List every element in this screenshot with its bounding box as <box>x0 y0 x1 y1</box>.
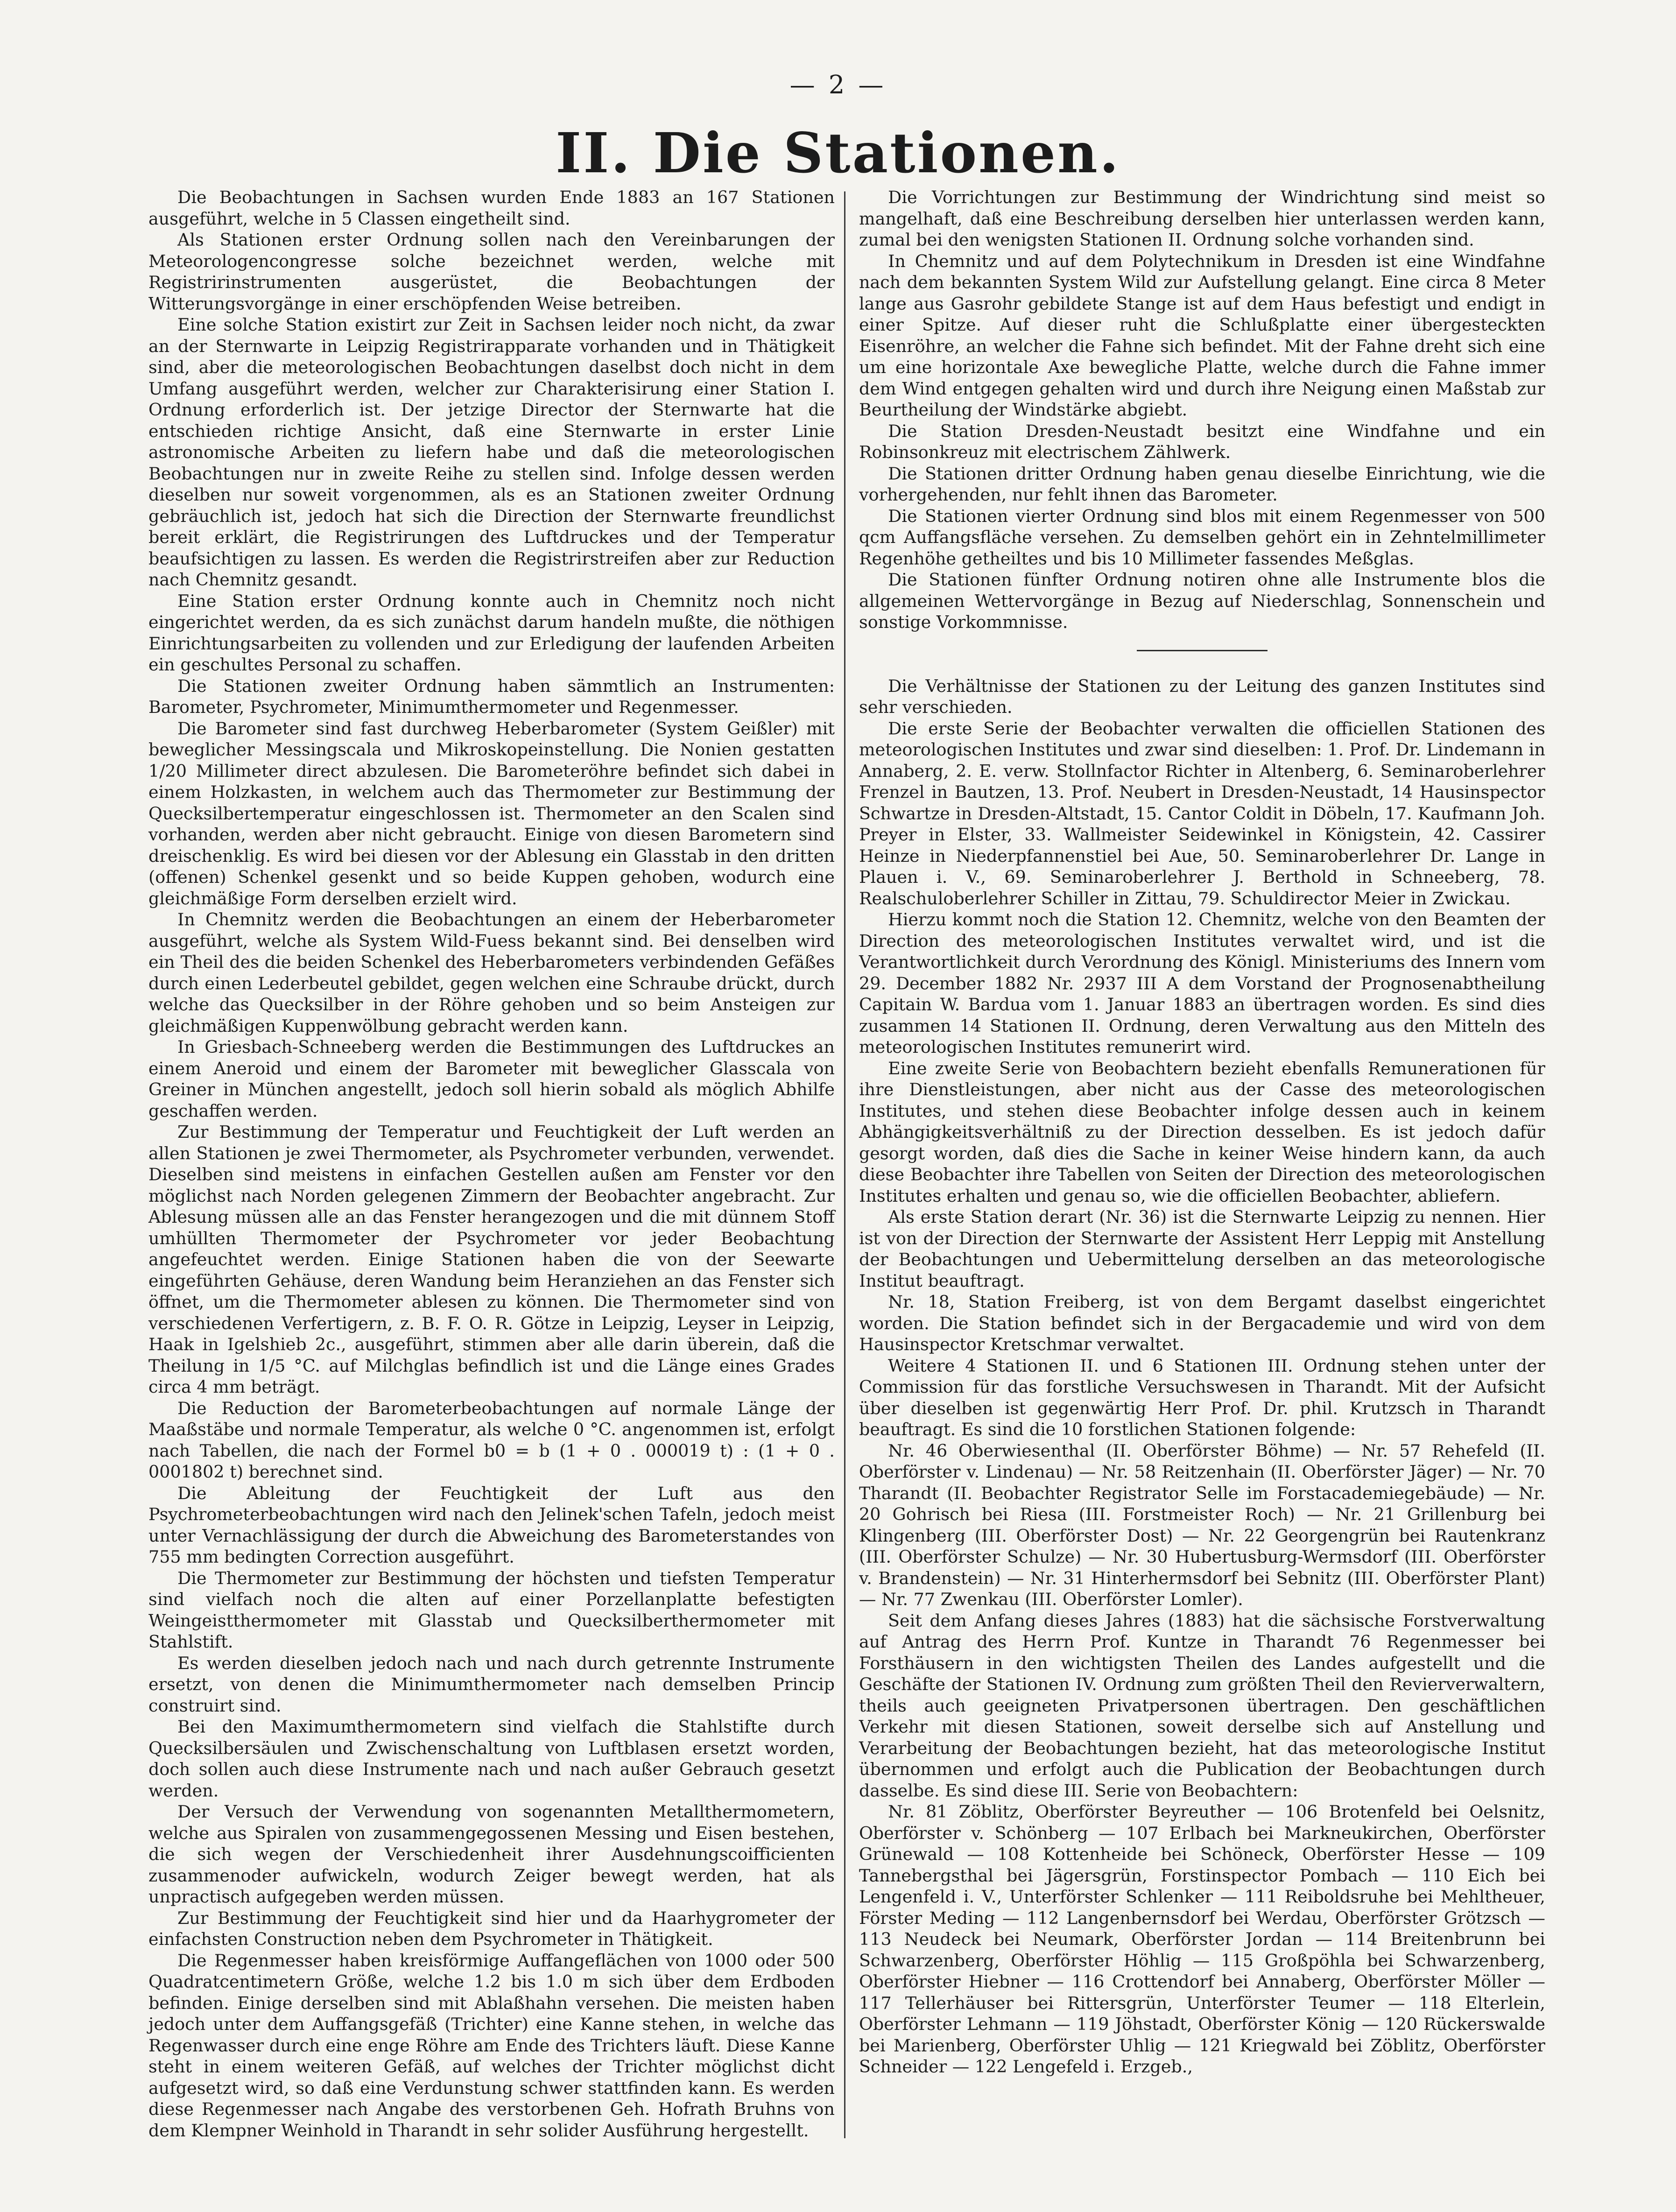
paragraph: In Griesbach-Schneeberg werden die Bestimmungen des Luftdruckes an einem Aneroid und einem der Barometer mit beweglicher Glasscala von Greiner in München angestellt, jedoch soll hierin sobald als möglich Abhilfe geschaffen werden. <box>148 1037 835 1121</box>
paragraph: Es werden dieselben jedoch nach und nach durch getrennte Instrumente ersetzt, von denen die Minimumthermometer nach demselben Princip construirt sind. <box>148 1653 835 1716</box>
paragraph: Die Barometer sind fast durchweg Heberbarometer (System Geißler) mit beweglicher Messingscala und Mikroskopeinstellung. Die Nonien gestatten 1/20 Millimeter direct abzulesen. Die Barometeröhre befindet sich dabei in einem Holzkasten, in welchem auch das Thermometer zur Bestimmung der Quecksilbertemperatur eingeschlossen ist. Thermometer an den Scalen sind vorhanden, werden aber nicht gebraucht. Einige von diesen Barometern sind dreischenklig. Es wird bei diesen vor der Ablesung ein Glasstab in den dritten (offenen) Schenkel gesenkt und so beide Kuppen gehoben, wodurch eine gleichmäßige Form derselben erzielt wird. <box>148 718 835 909</box>
right-column <box>859 187 1545 2078</box>
paragraph: Als erste Station derart (Nr. 36) ist die Sternwarte Leipzig zu nennen. Hier ist von der Direction der Sternwarte der Assistent Herr Leppig mit Anstellung der Beobachtungen und Uebermittelung derselben an das meteorologische Institut beauftragt. <box>859 1207 1545 1291</box>
column-divider <box>844 191 845 2138</box>
paragraph: In Chemnitz werden die Beobachtungen an einem der Heberbarometer ausgeführt, welche als System Wild-Fuess bekannt sind. Bei denselben wird ein Theil des die beiden Schenkel des Heberbarometers verbindenden Gefäßes durch einen Lederbeutel gebildet, gegen welchen eine Schraube drückt, durch welche das Quecksilber in der Röhre gehoben und so beim Ansteigen zur gleichmäßigen Kuppenwölbung gebracht werden kann. <box>148 909 835 1036</box>
paragraph: Als Stationen erster Ordnung sollen nach den Vereinbarungen der Meteorologencongresse solche bezeichnet werden, welche mit Registririnstrumenten ausgerüstet, die Beobachtungen der Witterungsvorgänge in einer erschöpfenden Weise betreiben. <box>148 230 835 314</box>
paragraph: Nr. 81 Zöblitz, Oberförster Beyreuther — 106 Brotenfeld bei Oelsnitz, Oberförster v. Schönberg — 107 Erlbach bei Markneukirchen, Oberförster Grünewald — 108 Kottenheide bei Schöneck, Oberförster Hesse — 109 Tannebergsthal bei Jägersgrün, Forstinspector Pombach — 110 Eich bei Lengenfeld i. V., Unterförster Schlenker — 111 Reiboldsruhe bei Mehltheuer, Förster Meding — 112 Langenbernsdorf bei Werdau, Oberförster Grötzsch — 113 Neudeck bei Neumark, Oberförster Jordan — 114 Breitenbrunn bei Schwarzenberg, Oberförster Höhlig — 115 Großpöhla bei Schwarzenberg, Oberförster Hiebner — 116 Crottendorf bei Annaberg, Oberförster Möller — 117 Tellerhäuser bei Rittersgrün, Unterförster Teumer — 118 Elterlein, Oberförster Lehmann — 119 Jöhstadt, Oberförster König — 120 Rückerswalde bei Marienberg, Oberförster Uhlig — 121 Kriegwald bei Zöblitz, Oberförster Schneider — 122 Lengefeld i. Erzgeb., <box>859 1802 1545 2077</box>
paragraph: Zur Bestimmung der Temperatur und Feuchtigkeit der Luft werden an allen Stationen je zwei Thermometer, als Psychrometer verbunden, verwendet. Dieselben sind meistens in einfachen Gestellen außen am Fenster vor den möglichst nach Norden gelegenen Zimmern der Beobachter angebracht. Zur Ablesung müssen alle an das Fenster herangezogen und die mit dünnem Stoff umhüllten Thermometer der Psychrometer vor jeder Beobachtung angefeuchtet werden. Einige Stationen haben die von der Seewarte eingeführten Gehäuse, deren Wandung beim Heranziehen an das Fenster sich öffnet, um die Thermometer ablesen zu können. Die Thermometer sind von verschiedenen Verfertigern, z. B. F. O. R. Götze in Leipzig, Leyser in Leipzig, Haak in Igelshieb 2c., ausgeführt, stimmen aber alle darin überein, daß die Theilung in 1/5 °C. auf Milchglas befindlich ist und die Länge eines Grades circa 4 mm beträgt. <box>148 1122 835 1397</box>
paragraph: Zur Bestimmung der Feuchtigkeit sind hier und da Haarhygrometer der einfachsten Construction neben dem Psychrometer in Thätigkeit. <box>148 1908 835 1949</box>
paragraph: Die Vorrichtungen zur Bestimmung der Windrichtung sind meist so mangelhaft, daß eine Beschreibung derselben hier unterlassen werden kann, zumal bei den wenigsten Stationen II. Ordnung solche vorhanden sind. <box>859 187 1545 250</box>
paragraph: Die Stationen zweiter Ordnung haben sämmtlich an Instrumenten: Barometer, Psychrometer, Minimumthermometer und Regenmesser. <box>148 676 835 717</box>
paragraph: Die Stationen vierter Ordnung sind blos mit einem Regenmesser von 500 qcm Auffangsfläche versehen. Zu demselben gehört ein in Zehntelmillimeter Regenhöhe getheiltes und bis 10 Millimeter fassendes Meßglas. <box>859 506 1545 569</box>
paragraph: Die Reduction der Barometerbeobachtungen auf normale Länge der Maaßstäbe und normale Temperatur, als welche 0 °C. angenommen ist, erfolgt nach Tabellen, die nach der Formel b0 = b (1 + 0 . 000019 t) : (1 + 0 . 0001802 t) berechnet sind. <box>148 1398 835 1482</box>
paragraph: In Chemnitz und auf dem Polytechnikum in Dresden ist eine Windfahne nach dem bekannten System Wild zur Aufstellung gelangt. Eine circa 8 Meter lange aus Gasrohr gebildete Stange ist auf dem Haus befestigt und endigt in einer Spitze. Auf dieser ruht die Schlußplatte einer übergesteckten Eisenröhre, an welcher die Fahne sich befindet. Mit der Fahne dreht sich eine um eine horizontale Axe bewegliche Platte, welche durch die Fahne immer dem Wind entgegen gehalten wird und durch ihre Neigung einen Maßstab zur Beurtheilung der Windstärke abgiebt. <box>859 251 1545 420</box>
section-divider <box>1137 650 1268 651</box>
left-column <box>148 187 835 2141</box>
paragraph: Nr. 46 Oberwiesenthal (II. Oberförster Böhme) — Nr. 57 Rehefeld (II. Oberförster v. Lindenau) — Nr. 58 Reitzenhain (II. Oberförster Jäger) — Nr. 70 Tharandt (II. Beobachter Registrator Selle im Forstacademiegebäude) — Nr. 20 Gohrisch bei Riesa (III. Forstmeister Roch) — Nr. 21 Grillenburg bei Klingenberg (III. Oberförster Dost) — Nr. 22 Georgengrün bei Rautenkranz (III. Oberförster Schulze) — Nr. 30 Hubertusburg-Wermsdorf (III. Oberförster v. Brandenstein) — Nr. 31 Hinterhermsdorf bei Sebnitz (III. Oberförster Plant) — Nr. 77 Zwenkau (III. Oberförster Lomler). <box>859 1440 1545 1609</box>
paragraph: Hierzu kommt noch die Station 12. Chemnitz, welche von den Beamten der Direction des meteorologischen Institutes verwaltet wird, und ist die Verantwortlichkeit durch Verordnung des Königl. Ministeriums des Innern vom 29. December 1882 Nr. 2937 III A dem Vorstand der Prognosenabtheilung Capitain W. Bardua vom 1. Januar 1883 an übertragen worden. Es sind dies zusammen 14 Stationen II. Ordnung, deren Verwaltung aus den Mitteln des meteorologischen Institutes remunerirt wird. <box>859 909 1545 1057</box>
paragraph: Eine zweite Serie von Beobachtern bezieht ebenfalls Remunerationen für ihre Dienstleistungen, aber nicht aus der Casse des meteorologischen Institutes, und stehen diese Beobachter infolge dessen auch in keinem Abhängigkeitsverhältniß zu der Direction desselben. Es ist jedoch dafür gesorgt worden, daß dies die Sache in keiner Weise hindern kann, da auch diese Beobachter ihre Tabellen von Seiten der Direction des meteorologischen Institutes erhalten und genau so, wie die officiellen Beobachter, abliefern. <box>859 1058 1545 1206</box>
paragraph: Eine Station erster Ordnung konnte auch in Chemnitz noch nicht eingerichtet werden, da es sich zunächst darum handeln mußte, die nöthigen Einrichtungsarbeiten zu vollenden und zur Erledigung der laufenden Arbeiten ein geschultes Personal zu schaffen. <box>148 591 835 675</box>
paragraph: Bei den Maximumthermometern sind vielfach die Stahlstifte durch Quecksilbersäulen und Zwischenschaltung von Luftblasen ersetzt worden, doch sollen auch diese Instrumente nach und nach außer Gebrauch gesetzt werden. <box>148 1717 835 1801</box>
paragraph: Seit dem Anfang dieses Jahres (1883) hat die sächsische Forstverwaltung auf Antrag des Herrn Prof. Kuntze in Tharandt 76 Regenmesser bei Forsthäusern in den wichtigsten Theilen des Landes aufgestellt und die Geschäfte der Stationen IV. Ordnung zum größten Theil den Revierverwaltern, theils auch geeigneten Privatpersonen übertragen. Den geschäftlichen Verkehr mit diesen Stationen, soweit derselbe sich auf Anstellung und Verarbeitung der Beobachtungen bezieht, hat das meteorologische Institut übernommen und erfolgt auch die Publication der Beobachtungen durch dasselbe. Es sind diese III. Serie von Beobachtern: <box>859 1610 1545 1801</box>
page-title: II. Die Stationen. <box>556 120 1120 185</box>
paragraph: Nr. 18, Station Freiberg, ist von dem Bergamt daselbst eingerichtet worden. Die Station befindet sich in der Bergacademie und wird von dem Hausinspector Kretschmar verwaltet. <box>859 1292 1545 1354</box>
paragraph: Weitere 4 Stationen II. und 6 Stationen III. Ordnung stehen unter der Commission für das forstliche Versuchswesen in Tharandt. Mit der Aufsicht über dieselben ist gegenwärtig Herr Prof. Dr. phil. Krutzsch in Tharandt beauftragt. Es sind die 10 forstlichen Stationen folgende: <box>859 1355 1545 1439</box>
paragraph: Die erste Serie der Beobachter verwalten die officiellen Stationen des meteorologischen Institutes und zwar sind dieselben: 1. Prof. Dr. Lindemann in Annaberg, 2. E. verw. Stollnfactor Richter in Altenberg, 6. Seminaroberlehrer Frenzel in Bautzen, 13. Prof. Neubert in Dresden-Neustadt, 14 Hausinspector Schwartze in Dresden-Altstadt, 15. Cantor Coldit in Döbeln, 17. Kaufmann Joh. Preyer in Elster, 33. Wallmeister Seidewinkel in Königstein, 42. Cassirer Heinze in Niederpfannenstiel bei Aue, 50. Seminaroberlehrer Dr. Lange in Plauen i. V., 69. Seminaroberlehrer J. Berthold in Schneeberg, 78. Realschuloberlehrer Schiller in Zittau, 79. Schuldirector Meier in Zwickau. <box>859 718 1545 909</box>
paragraph: Die Verhältnisse der Stationen zu der Leitung des ganzen Institutes sind sehr verschieden. <box>859 676 1545 717</box>
page-number: — 2 — <box>789 70 887 99</box>
paragraph: Der Versuch der Verwendung von sogenannten Metallthermometern, welche aus Spiralen von zusammengegossenen Messing und Eisen bestehen, die sich wegen der Verschiedenheit ihrer Ausdehnungscoifficienten zusammenoder aufwickeln, wodurch Zeiger bewegt werden, hat als unpractisch aufgegeben werden müssen. <box>148 1802 835 1907</box>
paragraph: Die Stationen dritter Ordnung haben genau dieselbe Einrichtung, wie die vorhergehenden, nur fehlt ihnen das Barometer. <box>859 463 1545 505</box>
paragraph: Die Thermometer zur Bestimmung der höchsten und tiefsten Temperatur sind vielfach noch die alten auf einer Porzellanplatte befestigten Weingeistthermometer mit Glasstab und Quecksilberthermometer mit Stahlstift. <box>148 1568 835 1652</box>
paragraph: Die Stationen fünfter Ordnung notiren ohne alle Instrumente blos die allgemeinen Wettervorgänge in Bezug auf Niederschlag, Sonnenschein und sonstige Vorkommnisse. <box>859 570 1545 632</box>
paragraph: Die Station Dresden-Neustadt besitzt eine Windfahne und ein Robinsonkreuz mit electrischem Zählwerk. <box>859 421 1545 462</box>
paragraph: Die Ableitung der Feuchtigkeit der Luft aus den Psychrometerbeobachtungen wird nach den Jelinek'schen Tafeln, jedoch meist unter Vernachlässigung der durch die Abweichung des Barometerstandes von 755 mm bedingten Correction ausgeführt. <box>148 1483 835 1567</box>
paragraph: Die Regenmesser haben kreisförmige Auffangeflächen von 1000 oder 500 Quadratcentimetern Größe, welche 1.2 bis 1.0 m sich über dem Erdboden befinden. Einige derselben sind mit Ablaßhahn versehen. Die meisten haben jedoch unter dem Auffangsgefäß (Trichter) eine Kanne stehen, in welche das Regenwasser durch eine enge Röhre am Ende des Trichters läuft. Diese Kanne steht in einem weiteren Gefäß, auf welches der Trichter möglichst dicht aufgesetzt wird, so daß eine Verdunstung schwer stattfinden kann. Es werden diese Regenmesser nach Angabe des verstorbenen Geh. Hofrath Bruhns von dem Klempner Weinhold in Tharandt in sehr solider Ausführung hergestellt. <box>148 1950 835 2141</box>
paragraph: Eine solche Station existirt zur Zeit in Sachsen leider noch nicht, da zwar an der Sternwarte in Leipzig Registrirapparate vorhanden und in Thätigkeit sind, aber die meteorologischen Beobachtungen daselbst doch nicht in dem Umfang ausgeführt werden, welcher zur Charakterisirung einer Station I. Ordnung erforderlich ist. Der jetzige Director der Sternwarte hat die entschieden richtige Ansicht, daß eine Sternwarte in erster Linie astronomische Arbeiten zu liefern habe und daß die meteorologischen Beobachtungen nur in zweite Reihe zu stellen sind. Infolge dessen werden dieselben nur soweit vorgenommen, als es an Stationen zweiter Ordnung gebräuchlich ist, jedoch hat sich die Direction der Sternwarte freundlichst bereit erklärt, die Registrirungen des Luftdruckes und der Temperatur beaufsichtigen zu lassen. Es werden die Registrirstreifen aber zur Reduction nach Chemnitz gesandt. <box>148 315 835 590</box>
paragraph: Die Beobachtungen in Sachsen wurden Ende 1883 an 167 Stationen ausgeführt, welche in 5 Classen eingetheilt sind. <box>148 187 835 229</box>
